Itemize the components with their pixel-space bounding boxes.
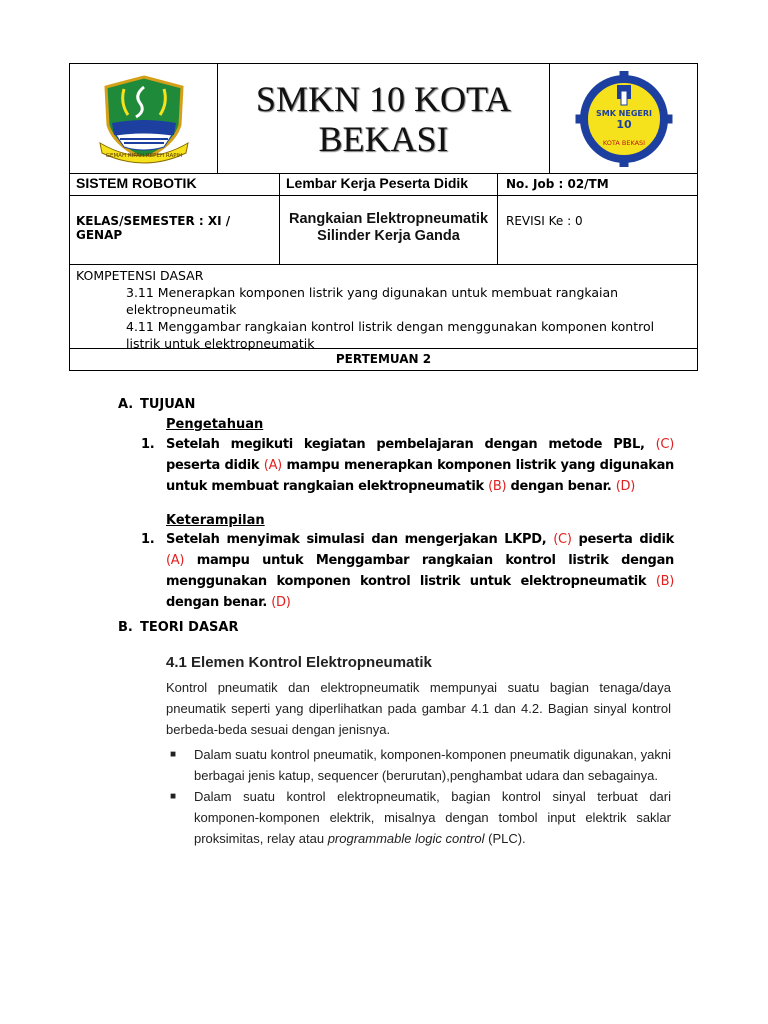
school-title-cell <box>218 64 550 173</box>
class-semester: KELAS/SEMESTER : XI / GENAP <box>70 196 280 264</box>
skill-objective <box>141 529 674 613</box>
knowledge-marker-c: (C) <box>655 437 674 452</box>
skill-marker-c: (C) <box>553 532 572 547</box>
knowledge-marker-a: (A) <box>263 458 282 473</box>
theory-bullet-2-end: (PLC). <box>488 831 526 846</box>
theory-bullet-2-text: Dalam suatu kontrol elektropneumatik, bagian kontrol sinyal terbuat dari komponen-komponen elektrik, misalnya dengan tombol input elektrik saklar proksimitas, relay atau <box>194 789 671 846</box>
revision-number: REVISI Ke : 0 <box>506 214 583 228</box>
knowledge-objective <box>141 434 675 497</box>
knowledge-text-2: peserta didik <box>166 458 260 473</box>
competency-item-1: 3.11 Menerapkan komponen listrik yang digunakan untuk membuat rangkaian elektropneumatik <box>126 285 619 317</box>
smk-logo-top-text: SMK NEGERI <box>595 108 652 118</box>
knowledge-marker-b: (B) <box>488 479 507 494</box>
section-b-title: TEORI DASAR <box>140 620 239 635</box>
knowledge-marker-d: (D) <box>615 479 635 494</box>
theory-bullet-2 <box>166 786 671 849</box>
meeting-label: PERTEMUAN 2 <box>335 352 432 366</box>
header-top-row <box>70 64 697 174</box>
competency-label: KOMPETENSI DASAR <box>76 268 204 283</box>
section-a-title: TUJUAN <box>140 397 196 412</box>
emblem-motto: GEMAH RIPAH REPEH RAPIH <box>105 152 182 159</box>
skill-text-1: Setelah menyimak simulasi dan mengerjakan LKPD, <box>166 532 547 547</box>
jawa-barat-emblem-cell <box>70 64 218 173</box>
header-table <box>69 63 698 371</box>
competency-item-2: 4.11 Menggambar rangkaian kontrol listrik dengan menggunakan komponen kontrol listrik untuk elektropneumatik <box>126 319 655 351</box>
skill-number: 1. <box>141 532 155 547</box>
smk-gear-logo-icon <box>570 71 678 167</box>
bullet-icon: ■ <box>170 749 177 760</box>
subject-name: SISTEM ROBOTIK <box>70 174 280 195</box>
knowledge-text-4: dengan benar. <box>510 479 612 494</box>
knowledge-text-1: Setelah megikuti kegiatan pembelajaran dengan metode PBL, <box>166 437 645 452</box>
header-row-class <box>70 196 697 265</box>
knowledge-text-3: mampu menerapkan komponen listrik yang digunakan untuk membuat rangkaian elektropneumatik <box>166 458 675 494</box>
topic-title: Rangkaian Elektropneumatik Silinder Kerja Ganda <box>288 211 489 244</box>
school-title <box>256 79 511 159</box>
bullet-icon: ■ <box>170 791 177 802</box>
section-a-heading <box>118 397 195 412</box>
theory-subtitle: 4.1 Elemen Kontrol Elektropneumatik <box>166 654 432 671</box>
knowledge-label: Pengetahuan <box>166 417 264 432</box>
theory-block <box>166 654 671 849</box>
smk-logo-bottom-text: KOTA BEKASI <box>602 138 645 147</box>
job-number: No. Job : 02/TM <box>506 177 609 191</box>
section-b-letter: B. <box>118 620 133 635</box>
skill-marker-b: (B) <box>655 574 674 589</box>
section-b-heading <box>118 620 238 635</box>
worksheet-label: Lembar Kerja Peserta Didik <box>280 174 498 195</box>
smk-logo-number: 10 <box>615 117 632 131</box>
theory-bullet-1 <box>166 744 671 786</box>
school-title-line1: SMKN 10 KOTA <box>255 78 512 119</box>
skill-label: Keterampilan <box>166 513 265 528</box>
skill-marker-a: (A) <box>166 553 185 568</box>
skill-text-3: mampu untuk Menggambar rangkaian kontrol listrik dengan menggunakan komponen kontrol listrik untuk elektropneumatik <box>166 553 674 589</box>
knowledge-number: 1. <box>141 437 155 452</box>
competency-block <box>70 265 697 349</box>
section-a-letter: A. <box>118 397 134 412</box>
jawa-barat-emblem-icon <box>94 73 194 165</box>
skill-text-4: dengan benar. <box>166 595 267 610</box>
theory-bullet-1-text: Dalam suatu kontrol pneumatik, komponen-komponen pneumatik digunakan, yakni berbagai jenis katup, sequencer (berurutan),penghambat udara dan sebagainya. <box>194 747 671 783</box>
topic-cell <box>280 196 498 264</box>
skill-marker-d: (D) <box>271 595 291 610</box>
school-title-line2: BEKASI <box>318 118 449 159</box>
theory-paragraph: Kontrol pneumatik dan elektropneumatik mempunyai suatu bagian tenaga/daya pneumatik seperti yang diperlihatkan pada gambar 4.1 dan 4.2. Bagian sinyal kontrol berbeda-beda sesuai dengan jenisnya. <box>166 680 671 737</box>
smk-logo-cell <box>550 64 697 173</box>
theory-bullet-2-emphasis: programmable logic control <box>327 831 485 846</box>
header-row-subject <box>70 174 697 196</box>
skill-text-2: peserta didik <box>578 532 674 547</box>
